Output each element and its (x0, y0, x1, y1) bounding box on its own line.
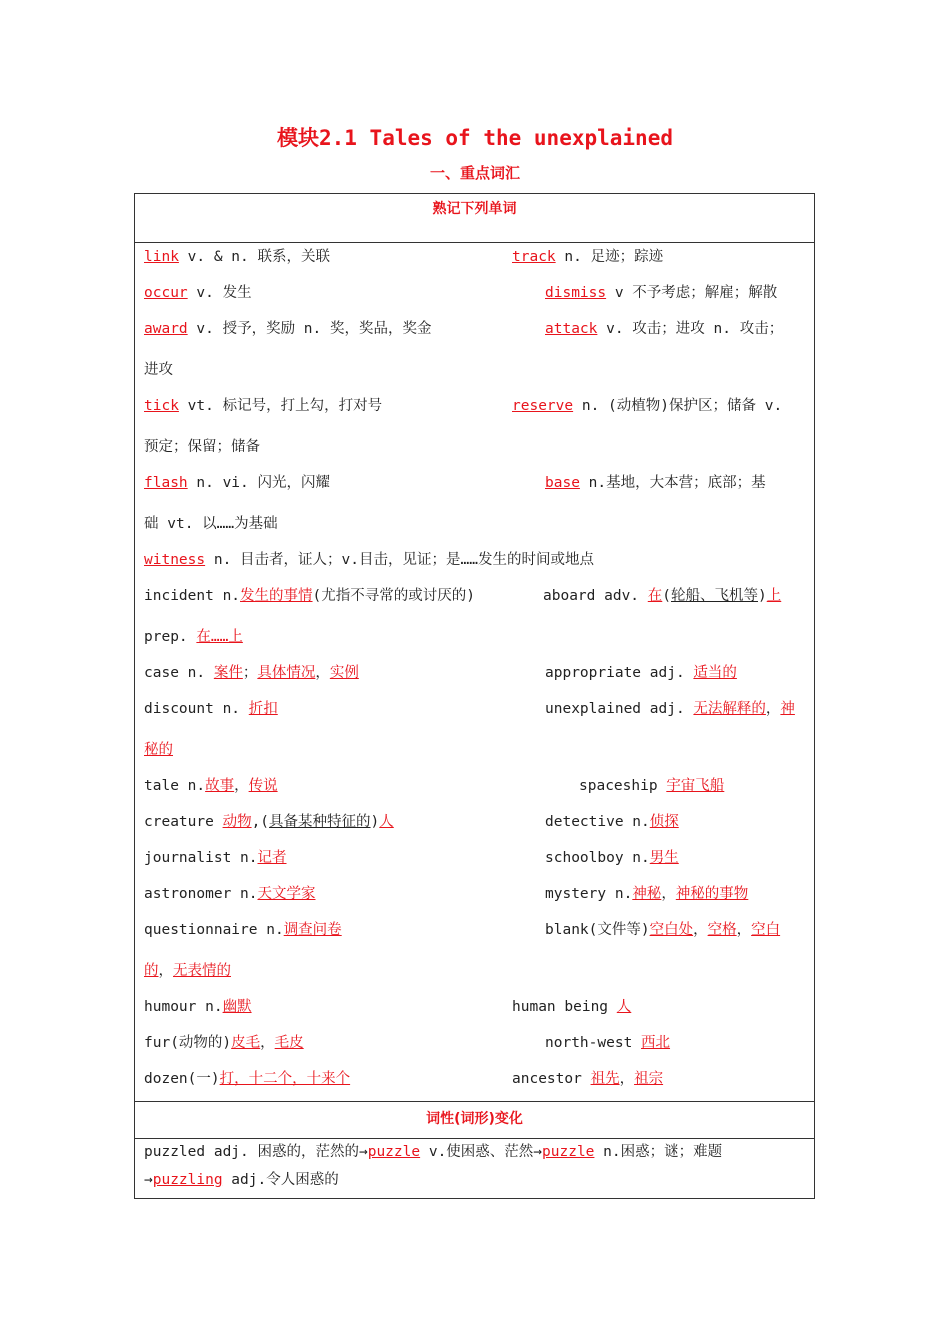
answer: 皮毛 (231, 1035, 261, 1051)
vocab-entry (144, 586, 475, 606)
keyword: spaceship (579, 778, 667, 794)
vocab-entry-continuation (144, 740, 173, 760)
vocab-entry (545, 848, 679, 868)
keyword: detective n. (545, 814, 650, 830)
answer: 空白 (751, 922, 781, 938)
keyword: mystery n. (545, 886, 633, 902)
vocab-entry (144, 884, 316, 904)
keyword: dozen(一) (144, 1071, 220, 1087)
answer: puzzle (542, 1144, 595, 1160)
keyword: human being (512, 999, 617, 1015)
wordform-entry (144, 1142, 722, 1162)
vocab-entry (144, 319, 432, 339)
table-divider (134, 1101, 815, 1102)
wordform-entry: →puzzling adj.令人困惑的 (144, 1172, 339, 1188)
vocab-entry-continuation: 的，无表情的 (144, 963, 231, 979)
keyword: unexplained adj. (545, 701, 694, 717)
answer: puzzling (152, 1172, 223, 1188)
keyword: occur (144, 285, 188, 301)
definition: puzzled adj. 困惑的，茫然的→ (144, 1144, 368, 1160)
section-heading: 一、重点词汇 (429, 164, 520, 182)
page-title: 模块2.1 Tales of the unexplained (276, 126, 673, 150)
vocab-entry-continuation (144, 514, 278, 534)
answer: 神秘的事物 (675, 886, 749, 902)
vocab-entry (144, 550, 594, 570)
keyword: award (144, 321, 188, 337)
vocab-entry (144, 848, 287, 868)
vocab-entry (512, 396, 782, 416)
keyword: dismiss (545, 285, 607, 301)
vocab-entry-continuation (144, 437, 260, 457)
answer: 上 (766, 588, 782, 604)
vocab-entry: blank(文件等)空白处，空格，空白 (545, 922, 781, 938)
vocab-entry (545, 283, 777, 303)
vocab-entry (144, 699, 278, 719)
vocab-entry (545, 473, 766, 493)
keyword: astronomer n. (144, 886, 258, 902)
vocab-entry: case n. 案件；具体情况，实例 (144, 665, 359, 681)
answer: 神秘 (632, 886, 662, 902)
keyword: journalist n. (144, 850, 258, 866)
vocab-entry: creature 动物,(具备某种特征的)人 (144, 814, 394, 830)
definition: n.困惑；谜；难题 (594, 1144, 723, 1160)
definition: v 不予考虑；解雇；解散 (606, 285, 778, 301)
definition: v. 攻击；进攻 n. 攻击； (597, 321, 784, 337)
vocab-entry (144, 997, 252, 1017)
vocab-entry (545, 1033, 670, 1053)
definition: 进攻 (144, 362, 173, 378)
answer: 发生的事情 (240, 588, 313, 604)
keyword: discount n. (144, 701, 249, 717)
vocab-entry: fur(动物的)皮毛，毛皮 (144, 1035, 304, 1051)
answer: 毛皮 (274, 1035, 304, 1051)
answer: 在……上 (196, 629, 243, 645)
definition: n.基地，大本营；底部；基 (579, 475, 766, 491)
answer: 祖先 (590, 1071, 620, 1087)
answer: 折扣 (248, 701, 278, 717)
keyword: north-west (545, 1035, 642, 1051)
keyword: case n. (144, 665, 214, 681)
definition: (尤指不寻常的或讨厌的) (312, 588, 475, 604)
answer: 的 (144, 963, 159, 979)
answer: 侦探 (649, 814, 679, 830)
keyword: incident n. (144, 588, 241, 604)
definition: vt. 标记号，打上勾，打对号 (178, 398, 383, 414)
keyword: prep. (144, 629, 197, 645)
answer: 在 (647, 588, 663, 604)
table-divider (134, 242, 815, 243)
definition: adj.令人困惑的 (222, 1172, 339, 1188)
definition: n. 足迹；踪迹 (555, 249, 664, 265)
keyword: schoolboy n. (545, 850, 650, 866)
vocab-section-title: 熟记下列单词 (432, 201, 517, 217)
answer: 动物 (222, 814, 252, 830)
keyword: reserve (512, 398, 574, 414)
answer: 传说 (248, 778, 278, 794)
keyword: creature (144, 814, 223, 830)
wordform-section-title: 词性(词形)变化 (426, 1111, 523, 1127)
answer: 人 (379, 814, 394, 830)
answer: 宇宙飞船 (666, 778, 725, 794)
vocab-entry (579, 776, 724, 796)
answer: 西北 (641, 1035, 671, 1051)
answer: 无表情的 (173, 963, 231, 979)
answer: 无法解释的 (693, 701, 766, 717)
definition: v.使困惑、茫然→ (420, 1144, 543, 1160)
vocab-entry: unexplained adj. 无法解释的，神 (545, 701, 795, 717)
keyword: ancestor (512, 1071, 591, 1087)
vocab-entry (144, 247, 330, 267)
answer: 祖宗 (634, 1071, 664, 1087)
answer: 秘的 (144, 742, 173, 758)
answer: 案件 (213, 665, 243, 681)
answer: 记者 (257, 850, 287, 866)
definition: 础 vt. 以……为基础 (144, 516, 278, 532)
answer: 具体情况 (257, 665, 316, 681)
definition: n. (动植物)保护区；储备 v. (573, 398, 783, 414)
answer: 男生 (649, 850, 679, 866)
answer: 空白处 (649, 922, 694, 938)
vocab-entry-continuation (144, 627, 243, 647)
keyword: humour n. (144, 999, 223, 1015)
answer: 天文学家 (257, 886, 316, 902)
answer: 打，十二个，十来个 (219, 1071, 351, 1087)
keyword: track (512, 249, 556, 265)
vocab-entry: ancestor 祖先，祖宗 (512, 1071, 664, 1087)
answer: 幽默 (222, 999, 252, 1015)
keyword: aboard adv. (543, 588, 648, 604)
definition: n. vi. 闪光，闪耀 (187, 475, 330, 491)
vocab-entry (512, 247, 663, 267)
vocab-entry (144, 920, 342, 940)
keyword: tick (144, 398, 179, 414)
vocab-entry-continuation (144, 360, 173, 380)
table-divider (134, 1138, 815, 1139)
vocab-entry (545, 812, 679, 832)
answer: puzzle (367, 1144, 421, 1160)
keyword: questionnaire n. (144, 922, 284, 938)
answer: 人 (616, 999, 632, 1015)
vocab-entry: mystery n.神秘，神秘的事物 (545, 886, 749, 902)
vocab-entry: aboard adv. 在(轮船、飞机等)上 (543, 588, 782, 604)
answer: 轮船、飞机等 (671, 588, 758, 604)
keyword: link (144, 249, 179, 265)
answer: 具备某种特征的 (269, 814, 371, 830)
definition: n. 目击者，证人；v.目击，见证；是……发生的时间或地点 (205, 552, 594, 568)
keyword: base (545, 475, 580, 491)
keyword: attack (545, 321, 598, 337)
vocab-entry (545, 319, 783, 339)
vocab-entry (512, 997, 631, 1017)
answer: 故事 (205, 778, 235, 794)
vocab-entry (144, 1069, 350, 1089)
vocab-entry (144, 473, 330, 493)
definition: v. & n. 联系，关联 (178, 249, 330, 265)
answer: 实例 (329, 665, 359, 681)
keyword: blank(文件等) (545, 922, 650, 938)
definition: v. 发生 (187, 285, 252, 301)
answer: 神 (780, 701, 795, 717)
definition: v. 授予，奖励 n. 奖，奖品，奖金 (187, 321, 432, 337)
keyword: witness (144, 552, 206, 568)
definition: 预定；保留；储备 (144, 439, 260, 455)
vocab-entry (144, 283, 252, 303)
keyword: appropriate adj. (545, 665, 694, 681)
answer: 适当的 (693, 665, 737, 681)
vocab-entry (545, 663, 737, 683)
vocab-entry (144, 396, 382, 416)
keyword: fur(动物的) (144, 1035, 232, 1051)
vocab-entry: tale n.故事，传说 (144, 778, 278, 794)
keyword: tale n. (144, 778, 206, 794)
keyword: flash (144, 475, 188, 491)
answer: 空格 (707, 922, 737, 938)
answer: 调查问卷 (283, 922, 342, 938)
